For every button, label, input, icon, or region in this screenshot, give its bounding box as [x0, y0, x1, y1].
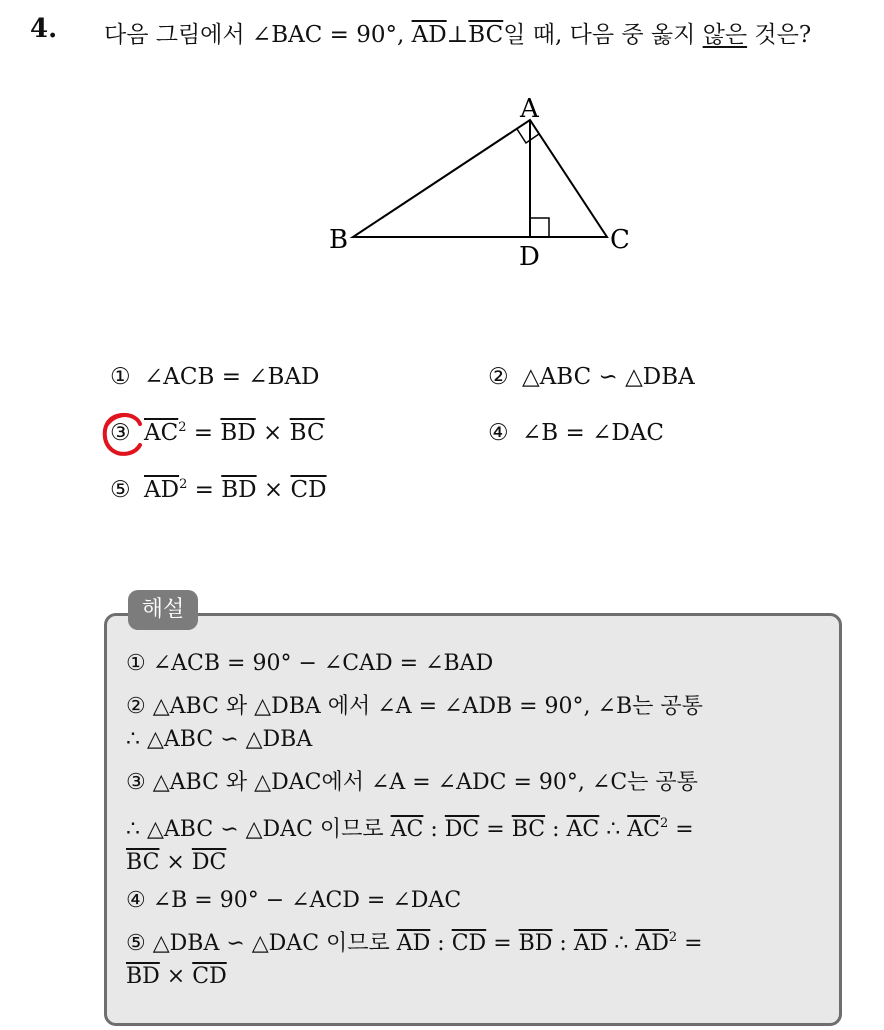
triangle-figure: [320, 85, 640, 275]
solution-badge: 해설: [128, 590, 198, 630]
line6-seg2: $\overline{DC}$: [191, 850, 227, 875]
line5-eq: =: [479, 817, 512, 842]
line8-seg5: $\overline{AD}$: [635, 931, 669, 956]
line9-seg2: $\overline{CD}$: [192, 964, 227, 989]
line8-colon1: :: [430, 931, 452, 956]
line5-seg2: $\overline{DC}$: [444, 817, 480, 842]
line8-eq: =: [486, 931, 519, 956]
solution-line-1: ① ∠ACB = 90° − ∠CAD = ∠BAD: [126, 651, 494, 676]
line8-seg2: $\overline{CD}$: [451, 931, 487, 956]
option-1-text: ∠ACB = ∠BAD: [144, 364, 320, 390]
label-d: D: [519, 242, 540, 272]
line5-colon1: :: [423, 817, 445, 842]
line5-sup: 2: [659, 816, 669, 831]
option-2[interactable]: [488, 364, 695, 390]
line9-seg1: $\overline{BD}$: [126, 964, 160, 989]
option-5-seg2: $\overline{BD}$: [221, 477, 257, 503]
solution-line-8: [126, 926, 703, 957]
line5-eq2: =: [668, 817, 694, 842]
right-angle-mark-d: [530, 218, 549, 237]
right-angle-mark-a: [517, 129, 539, 143]
solution-line-6: [126, 850, 226, 875]
solution-line-3: ∴ △ABC ∽ △DBA: [126, 727, 313, 752]
line5-seg5: $\overline{AC}$: [627, 817, 660, 842]
solution-line-5-text: ∴ △ABC ∽ △DAC 이므로: [126, 817, 391, 842]
question-number: 4.: [30, 14, 58, 44]
line6-times: ×: [159, 850, 192, 875]
option-3-eq: =: [186, 420, 221, 446]
option-5-times: ×: [256, 477, 291, 503]
solution-line-8-text: ⑤ △DBA ∽ △DAC 이므로: [126, 931, 397, 956]
option-3-sup: 2: [178, 420, 187, 435]
line5-colon2: :: [545, 817, 567, 842]
line8-colon2: :: [552, 931, 574, 956]
label-b: B: [329, 225, 349, 255]
option-2-number: ②: [488, 364, 509, 390]
triangle-abc: [353, 120, 607, 237]
line8-seg4: $\overline{AD}$: [573, 931, 608, 956]
solution-line-4: ③ △ABC 와 △DAC에서 ∠A = ∠ADC = 90°, ∠C는 공통: [126, 770, 698, 795]
option-4[interactable]: [488, 420, 664, 446]
option-4-number: ④: [488, 420, 509, 446]
line5-seg3: $\overline{BC}$: [511, 817, 546, 842]
solution-line-5: [126, 812, 694, 843]
question-text-b: 일 때, 다음 중 옳지: [503, 22, 703, 48]
solution-line-2: ② △ABC 와 △DBA 에서 ∠A = ∠ADB = 90°, ∠B는 공통: [126, 694, 703, 719]
line5-therefore: ∴: [599, 817, 628, 842]
option-3-seg2: $\overline{BD}$: [220, 420, 256, 446]
question-text-a: 다음 그림에서 ∠BAC = 90°,: [104, 22, 412, 48]
option-3-seg1: $\overline{AC}$: [144, 420, 179, 446]
segment-ad: $\overline{AD}$: [411, 22, 447, 48]
line8-seg3: $\overline{BD}$: [518, 931, 553, 956]
segment-bc: $\overline{BC}$: [468, 22, 504, 48]
option-5-seg3: $\overline{CD}$: [290, 477, 327, 503]
label-a: A: [520, 94, 539, 124]
line9-times: ×: [159, 964, 193, 989]
line5-seg1: $\overline{AC}$: [390, 817, 424, 842]
question-text-c: 것은?: [747, 22, 812, 48]
option-5-sup: 2: [179, 477, 188, 492]
answer-circle-mark: [100, 410, 146, 458]
underlined-word: 않은: [702, 22, 748, 48]
label-c: C: [610, 225, 630, 255]
option-3-seg3: $\overline{BC}$: [289, 420, 325, 446]
solution-line-9: [126, 964, 227, 989]
option-5-seg1: $\overline{AD}$: [144, 477, 180, 503]
option-2-text: △ABC ∽ △DBA: [522, 364, 695, 390]
line8-eq2: =: [677, 931, 703, 956]
line8-therefore: ∴: [607, 931, 636, 956]
option-5[interactable]: [110, 477, 327, 503]
option-5-eq: =: [187, 477, 222, 503]
line6-seg1: $\overline{BC}$: [126, 850, 160, 875]
option-3-number: ③: [110, 420, 131, 446]
question-text: [104, 16, 811, 49]
option-4-text: ∠B = ∠DAC: [522, 420, 664, 446]
option-1-number: ①: [110, 364, 131, 390]
line5-seg4: $\overline{AC}$: [566, 817, 600, 842]
solution-line-7: ④ ∠B = 90° − ∠ACD = ∠DAC: [126, 888, 462, 913]
option-1[interactable]: [110, 364, 320, 390]
option-3-times: ×: [255, 420, 290, 446]
option-5-number: ⑤: [110, 477, 131, 503]
perpendicular-symbol: ⊥: [446, 22, 469, 48]
line8-sup: 2: [668, 930, 678, 945]
line8-seg1: $\overline{AD}$: [396, 931, 431, 956]
